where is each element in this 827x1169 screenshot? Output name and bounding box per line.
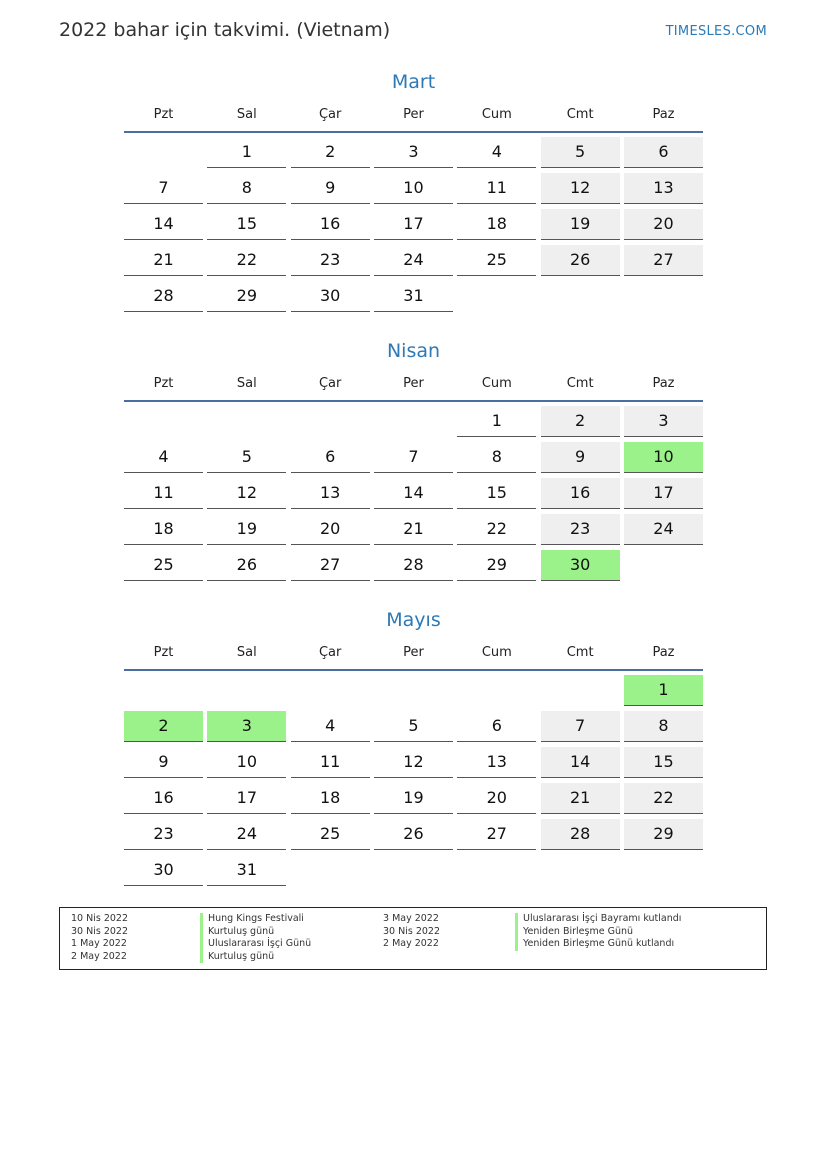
day-cell: 14	[374, 478, 453, 509]
legend-date: 30 Nis 2022	[71, 925, 128, 937]
legend-date: 3 May 2022	[383, 913, 439, 924]
day-cell: 20	[457, 783, 536, 814]
day-cell: 5	[207, 442, 286, 473]
day-cell: 12	[207, 478, 286, 509]
weekend-day-cell: 2	[541, 406, 620, 437]
empty-day-cell	[291, 406, 370, 436]
day-cell: 4	[457, 137, 536, 168]
week-row	[124, 442, 703, 474]
day-cell: 16	[291, 209, 370, 240]
weekday-header	[124, 372, 703, 402]
empty-day-cell	[374, 855, 453, 885]
legend-holiday-name: Yeniden Birleşme Günü kutlandı	[515, 938, 681, 951]
weekday-label: Cmt	[566, 107, 594, 122]
day-cell: 8	[457, 442, 536, 473]
holiday-legend	[59, 907, 767, 970]
weekday-label: Cmt	[566, 376, 594, 391]
empty-day-cell	[624, 281, 703, 311]
week-row	[124, 675, 703, 707]
day-cell: 31	[207, 855, 286, 886]
weekday-label: Sal	[236, 376, 257, 391]
weekend-day-cell: 28	[541, 819, 620, 850]
day-cell: 29	[207, 281, 286, 312]
week-row	[124, 406, 703, 438]
day-cell: 12	[374, 747, 453, 778]
day-cell: 18	[124, 514, 203, 545]
legend-date: 1 May 2022	[71, 938, 127, 950]
weekday-label: Cum	[481, 645, 512, 660]
empty-day-cell	[291, 855, 370, 885]
day-cell: 29	[457, 550, 536, 581]
legend-date: 10 Nis 2022	[71, 913, 128, 924]
weekday-label: Per	[403, 645, 424, 660]
week-row	[124, 281, 703, 313]
empty-day-cell	[124, 675, 203, 705]
day-cell: 30	[124, 855, 203, 886]
day-cell: 19	[207, 514, 286, 545]
day-cell: 11	[124, 478, 203, 509]
week-row	[124, 478, 703, 510]
weekend-day-cell: 19	[541, 209, 620, 240]
holiday-day-cell: 2	[124, 711, 203, 742]
day-cell: 25	[291, 819, 370, 850]
weekend-day-cell: 29	[624, 819, 703, 850]
weekend-day-cell: 15	[624, 747, 703, 778]
week-row	[124, 819, 703, 851]
empty-day-cell	[124, 406, 203, 436]
holiday-day-cell: 30	[541, 550, 620, 581]
holiday-day-cell: 10	[624, 442, 703, 473]
weekend-day-cell: 9	[541, 442, 620, 473]
empty-day-cell	[374, 675, 453, 705]
day-cell: 22	[457, 514, 536, 545]
weekday-header	[124, 103, 703, 133]
day-cell: 15	[457, 478, 536, 509]
month-title: Nisan	[386, 340, 441, 362]
day-cell: 28	[124, 281, 203, 312]
weekend-day-cell: 17	[624, 478, 703, 509]
weekend-day-cell: 20	[624, 209, 703, 240]
month-calendar	[124, 605, 703, 887]
week-row	[124, 747, 703, 779]
day-cell: 27	[457, 819, 536, 850]
day-cell: 18	[291, 783, 370, 814]
day-cell: 18	[457, 209, 536, 240]
week-row	[124, 514, 703, 546]
day-cell: 6	[291, 442, 370, 473]
weekday-label: Çar	[318, 645, 342, 660]
day-cell: 4	[291, 711, 370, 742]
day-cell: 13	[291, 478, 370, 509]
week-row	[124, 550, 703, 582]
week-row	[124, 245, 703, 277]
holiday-day-cell: 1	[624, 675, 703, 706]
day-cell: 9	[124, 747, 203, 778]
day-cell: 2	[291, 137, 370, 168]
legend-names-right	[515, 913, 681, 951]
week-row	[124, 783, 703, 815]
weekend-day-cell: 5	[541, 137, 620, 168]
day-cell: 22	[207, 245, 286, 276]
month-calendar	[124, 336, 703, 582]
day-cell: 4	[124, 442, 203, 473]
day-cell: 14	[124, 209, 203, 240]
empty-day-cell	[541, 855, 620, 885]
empty-day-cell	[457, 675, 536, 705]
month-calendar	[124, 67, 703, 313]
legend-holiday-name: Kurtuluş günü	[200, 951, 311, 964]
day-cell: 9	[291, 173, 370, 204]
weekday-label: Cum	[481, 107, 512, 122]
day-cell: 1	[207, 137, 286, 168]
weekend-day-cell: 27	[624, 245, 703, 276]
legend-date: 2 May 2022	[383, 938, 439, 950]
legend-date: 2 May 2022	[71, 950, 127, 962]
empty-day-cell	[541, 675, 620, 705]
empty-day-cell	[207, 406, 286, 436]
legend-dates-right	[383, 913, 440, 951]
day-cell: 8	[207, 173, 286, 204]
day-cell: 10	[374, 173, 453, 204]
day-cell: 11	[291, 747, 370, 778]
weekday-label: Cum	[481, 376, 512, 391]
weekday-label: Sal	[236, 107, 257, 122]
site-link[interactable]: TIMESLES.COM	[665, 24, 767, 39]
empty-day-cell	[624, 550, 703, 580]
weekend-day-cell: 22	[624, 783, 703, 814]
day-cell: 25	[457, 245, 536, 276]
week-row	[124, 137, 703, 169]
weekday-label: Pzt	[153, 645, 174, 660]
legend-dates-left	[71, 913, 128, 963]
weekday-label: Per	[403, 107, 424, 122]
empty-day-cell	[374, 406, 453, 436]
day-cell: 16	[124, 783, 203, 814]
legend-holiday-name: Hung Kings Festivali	[200, 913, 311, 926]
weekday-label: Paz	[652, 645, 675, 660]
month-title: Mayıs	[386, 609, 441, 631]
weekend-day-cell: 16	[541, 478, 620, 509]
weekday-label: Pzt	[153, 107, 174, 122]
weekend-day-cell: 24	[624, 514, 703, 545]
page-title: 2022 bahar için takvimi. (Vietnam)	[59, 19, 391, 41]
weekday-header	[124, 641, 703, 671]
weekend-day-cell: 8	[624, 711, 703, 742]
weekday-label: Sal	[236, 645, 257, 660]
day-cell: 26	[374, 819, 453, 850]
day-cell: 28	[374, 550, 453, 581]
legend-holiday-name: Uluslararası İşçi Bayramı kutlandı	[515, 913, 681, 926]
week-row	[124, 173, 703, 205]
day-cell: 23	[124, 819, 203, 850]
day-cell: 5	[374, 711, 453, 742]
day-cell: 31	[374, 281, 453, 312]
weekday-label: Paz	[652, 107, 675, 122]
day-cell: 27	[291, 550, 370, 581]
weekend-day-cell: 6	[624, 137, 703, 168]
weekday-label: Cmt	[566, 645, 594, 660]
day-cell: 15	[207, 209, 286, 240]
weekday-label: Paz	[652, 376, 675, 391]
day-cell: 1	[457, 406, 536, 437]
day-cell: 21	[124, 245, 203, 276]
week-row	[124, 855, 703, 887]
day-cell: 13	[457, 747, 536, 778]
legend-holiday-name: Uluslararası İşçi Günü	[200, 938, 311, 951]
weekday-label: Çar	[318, 376, 342, 391]
day-cell: 23	[291, 245, 370, 276]
week-row	[124, 209, 703, 241]
weekend-day-cell: 12	[541, 173, 620, 204]
day-cell: 17	[207, 783, 286, 814]
day-cell: 30	[291, 281, 370, 312]
legend-date: 30 Nis 2022	[383, 925, 440, 937]
day-cell: 6	[457, 711, 536, 742]
day-cell: 26	[207, 550, 286, 581]
weekday-label: Pzt	[153, 376, 174, 391]
day-cell: 3	[374, 137, 453, 168]
weekday-label: Per	[403, 376, 424, 391]
weekend-day-cell: 26	[541, 245, 620, 276]
day-cell: 10	[207, 747, 286, 778]
day-cell: 11	[457, 173, 536, 204]
weekday-label: Çar	[318, 107, 342, 122]
empty-day-cell	[541, 281, 620, 311]
weekend-day-cell: 3	[624, 406, 703, 437]
empty-day-cell	[624, 855, 703, 885]
empty-day-cell	[457, 281, 536, 311]
day-cell: 21	[374, 514, 453, 545]
weekend-day-cell: 23	[541, 514, 620, 545]
day-cell: 7	[124, 173, 203, 204]
legend-holiday-name: Yeniden Birleşme Günü	[515, 926, 681, 939]
legend-holiday-name: Kurtuluş günü	[200, 926, 311, 939]
day-cell: 24	[374, 245, 453, 276]
month-title: Mart	[391, 71, 436, 93]
day-cell: 20	[291, 514, 370, 545]
empty-day-cell	[124, 137, 203, 167]
holiday-day-cell: 3	[207, 711, 286, 742]
day-cell: 17	[374, 209, 453, 240]
empty-day-cell	[457, 855, 536, 885]
day-cell: 25	[124, 550, 203, 581]
weekend-day-cell: 13	[624, 173, 703, 204]
day-cell: 19	[374, 783, 453, 814]
empty-day-cell	[291, 675, 370, 705]
week-row	[124, 711, 703, 743]
day-cell: 24	[207, 819, 286, 850]
empty-day-cell	[207, 675, 286, 705]
weekend-day-cell: 21	[541, 783, 620, 814]
weekend-day-cell: 7	[541, 711, 620, 742]
weekend-day-cell: 14	[541, 747, 620, 778]
day-cell: 7	[374, 442, 453, 473]
legend-names-left	[200, 913, 311, 963]
